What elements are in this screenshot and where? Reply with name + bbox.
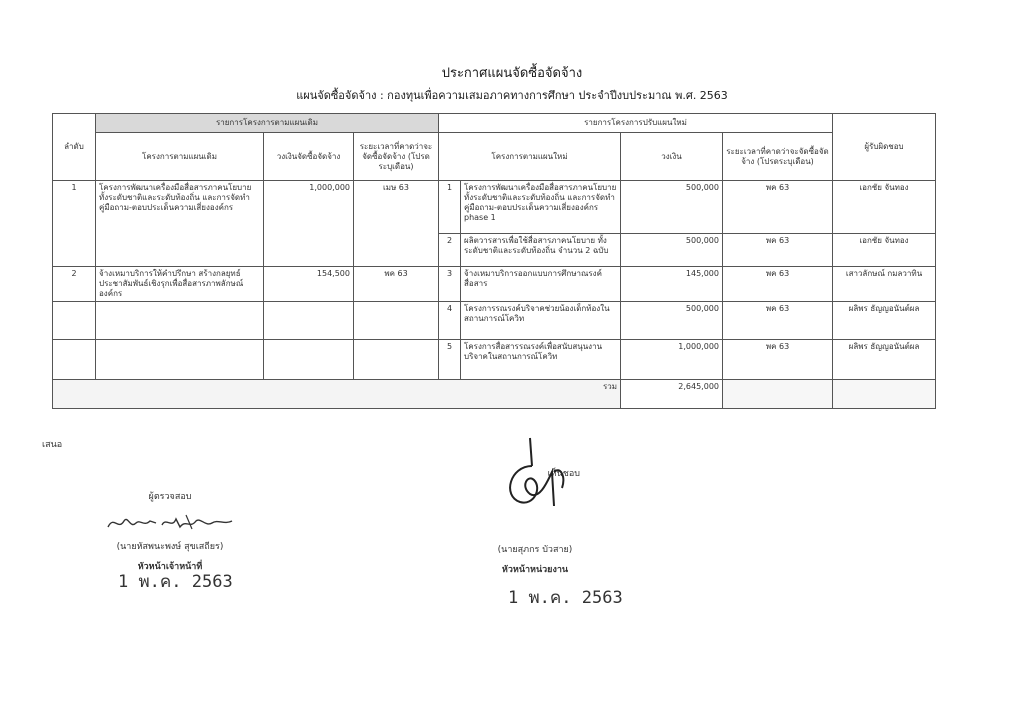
- row-original-budget: 1,000,000: [264, 181, 354, 267]
- header-original-budget: วงเงินจัดซื้อจัดจ้าง: [264, 133, 354, 181]
- reviewer-position: หัวหน้าเจ้าหน้าที่: [137, 562, 203, 572]
- approver-position: หัวหน้าหน่วยงาน: [501, 565, 569, 575]
- row-seq: 1: [53, 181, 96, 267]
- approver-signature-block: [470, 466, 600, 576]
- row-new-no: 4: [439, 302, 461, 340]
- row-original-period: พค 63: [354, 267, 439, 302]
- row-seq: [53, 302, 96, 340]
- row-original-budget: 154,500: [264, 267, 354, 302]
- row-new-period: พค 63: [723, 267, 833, 302]
- total-empty-cell: [833, 380, 936, 409]
- approver-name: (นายสุภกร บัวสาย): [497, 545, 573, 555]
- row-new-period: พค 63: [723, 234, 833, 267]
- reviewer-signature-icon: [100, 509, 240, 535]
- row-original-period: [354, 340, 439, 380]
- row-owner: เอกชัย จันทอง: [833, 234, 936, 267]
- row-new-project: โครงการพัฒนาเครื่องมือสื่อสารภาคนโยบาย ทั้งระดับชาติและระดับท้องถิ่น และการจัดทำ คู่มือถาม-ตอบประเด็นความเสี่ยงองค์กร phase 1: [461, 181, 621, 234]
- total-value: 2,645,000: [621, 380, 723, 409]
- row-seq: 2: [53, 267, 96, 302]
- reviewer-role: ผู้ตรวจสอบ: [148, 492, 192, 502]
- row-new-budget: 500,000: [621, 181, 723, 234]
- header-original-project: โครงการตามแผนเดิม: [96, 133, 264, 181]
- row-original-project: จ้างเหมาบริการให้คำปรึกษา สร้างกลยุทธ์ ประชาสัมพันธ์เชิงรุกเพื่อสื่อสารภาพลักษณ์องค์กร: [96, 267, 264, 302]
- row-owner: เอกชัย จันทอง: [833, 181, 936, 234]
- propose-label: เสนอ: [42, 440, 63, 450]
- row-original-period: เมษ 63: [354, 181, 439, 267]
- header-new-project: โครงการตามแผนใหม่: [439, 133, 621, 181]
- header-new-period: ระยะเวลาที่คาดว่าจะจัดซื้อจัดจ้าง (โปรดระบุเดือน): [723, 133, 833, 181]
- row-seq: [53, 340, 96, 380]
- reviewer-name: (นายหัสพนะพงษ์ สุขเสถียร): [116, 542, 224, 552]
- approver-date: 1 พ.ค. 2563: [508, 588, 623, 608]
- row-new-period: พค 63: [723, 302, 833, 340]
- row-owner: ผลิพร ธัญญอนันต์ผล: [833, 340, 936, 380]
- row-original-period: [354, 302, 439, 340]
- table-row: [53, 181, 936, 234]
- procurement-plan-table: [52, 113, 936, 409]
- row-new-budget: 500,000: [621, 302, 723, 340]
- row-new-no: 5: [439, 340, 461, 380]
- header-new-budget: วงเงิน: [621, 133, 723, 181]
- row-owner: ผลิพร ธัญญอนันต์ผล: [833, 302, 936, 340]
- row-new-budget: 1,000,000: [621, 340, 723, 380]
- row-original-project: โครงการพัฒนาเครื่องมือสื่อสารภาคนโยบาย ทั้งระดับชาติและระดับท้องถิ่น และการจัดทำ คู่มือถาม-ตอบประเด็นความเสี่ยงองค์กร: [96, 181, 264, 267]
- table-row: [53, 302, 936, 340]
- row-owner: เสาวลักษณ์ กมลวาทิน: [833, 267, 936, 302]
- row-original-budget: [264, 340, 354, 380]
- row-new-project: โครงการรณรงค์บริจาคช่วยน้องเด็กท้องในสถานการณ์โควิท: [461, 302, 621, 340]
- row-original-budget: [264, 302, 354, 340]
- reviewer-date: 1 พ.ค. 2563: [118, 572, 233, 592]
- row-new-project: โครงการสื่อสารรณรงค์เพื่อสนับสนุนงานบริจาคในสถานการณ์โควิท: [461, 340, 621, 380]
- row-new-project: จ้างเหมาบริการออกแบบการศึกษาณรงค์สื่อสาร: [461, 267, 621, 302]
- total-label: รวม: [53, 380, 621, 409]
- group-revised-header: รายการโครงการปรับแผนใหม่: [439, 114, 833, 133]
- row-new-no: 3: [439, 267, 461, 302]
- header-original-period: ระยะเวลาที่คาดว่าจะจัดซื้อจัดจ้าง (โปรดระบุเดือน): [354, 133, 439, 181]
- row-new-budget: 500,000: [621, 234, 723, 267]
- approver-role: เห็นชอบ: [547, 469, 580, 479]
- row-original-project: [96, 302, 264, 340]
- approver-signature-icon: [490, 436, 580, 526]
- table-row: [53, 340, 936, 380]
- row-new-budget: 145,000: [621, 267, 723, 302]
- row-new-no: 1: [439, 181, 461, 234]
- row-new-project: ผลิตวารสารเพื่อใช้สื่อสารภาคนโยบาย ทั้งระดับชาติและระดับท้องถิ่น จำนวน 2 ฉบับ: [461, 234, 621, 267]
- row-new-period: พค 63: [723, 181, 833, 234]
- header-seq: ลำดับ: [53, 114, 96, 181]
- total-empty-cell: [723, 380, 833, 409]
- document-title: ประกาศแผนจัดซื้อจัดจ้าง: [441, 66, 583, 81]
- row-new-no: 2: [439, 234, 461, 267]
- document-subtitle: แผนจัดซื้อจัดจ้าง : กองทุนเพื่อความเสมอภาคทางการศึกษา ประจำปีงบประมาณ พ.ศ. 2563: [296, 89, 728, 102]
- total-row: [53, 380, 936, 409]
- table-row: [53, 267, 936, 302]
- row-original-project: [96, 340, 264, 380]
- header-owner: ผู้รับผิดชอบ: [833, 114, 936, 181]
- reviewer-signature-block: [100, 489, 240, 573]
- group-original-header: รายการโครงการตามแผนเดิม: [96, 114, 439, 133]
- row-new-period: พค 63: [723, 340, 833, 380]
